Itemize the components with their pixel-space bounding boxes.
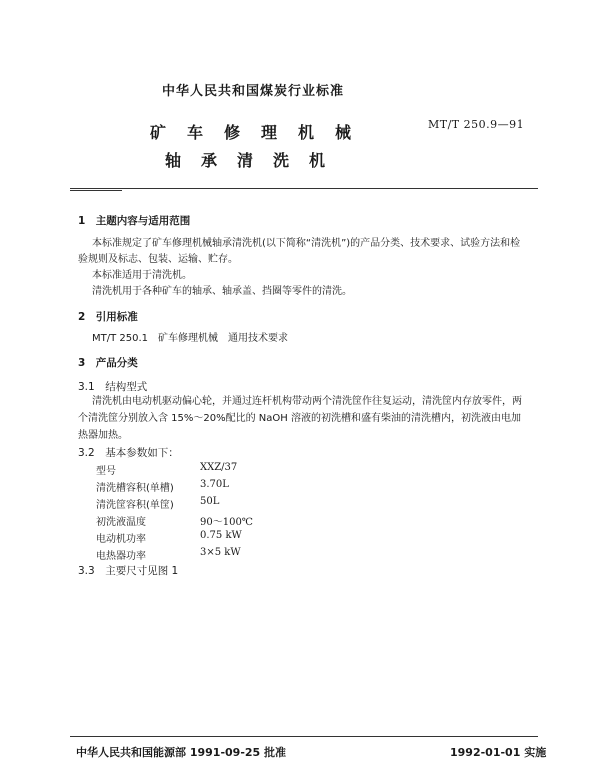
header-divider: [70, 188, 538, 189]
section-2-heading: 2 引用标准: [78, 311, 138, 323]
document-title-line1: 矿车修理机械: [150, 123, 373, 142]
section-3-3-heading: 3.3 主要尺寸见图 1: [78, 565, 179, 577]
section-3-heading: 3 产品分类: [78, 357, 138, 369]
section-1-paragraph-1-line-2: 验规则及标志、包装、运输、贮存。: [78, 254, 238, 265]
document-title-line2: 轴承清洗机: [165, 151, 346, 170]
section-1-paragraph-1-line-1: 本标准规定了矿车修理机械轴承清洗机(以下简称“清洗机”)的产品分类、技术要求、试验方法和检: [92, 238, 521, 249]
footer-divider: [70, 736, 538, 737]
param-value: 3.70L: [200, 479, 229, 490]
standard-title: 中华人民共和国煤炭行业标准: [162, 84, 345, 99]
effective-date: 1992-01-01 实施: [450, 746, 547, 759]
param-value: XXZ/37: [200, 462, 238, 473]
param-value: 3×5 kW: [200, 547, 241, 558]
section-1-heading: 1 主题内容与适用范围: [78, 215, 191, 227]
section-3-1-line-3: 热器加热。: [78, 430, 128, 441]
section-3-1-heading: 3.1 结构型式: [78, 381, 148, 393]
param-value: 0.75 kW: [200, 530, 242, 541]
param-value: 90～100℃: [200, 517, 253, 528]
param-label: 型号: [96, 466, 116, 477]
param-label: 初洗液温度: [96, 517, 146, 528]
param-label: 电动机功率: [96, 534, 146, 545]
section-3-1-line-2: 个清洗筐分别放入含 15%～20%配比的 NaOH 溶液的初洗槽和盛有柴油的清洗槽内，初洗液由电加: [78, 413, 521, 424]
section-1-paragraph-2: 本标准适用于清洗机。: [92, 270, 192, 281]
standard-code: MT/T 250.9—91: [428, 118, 525, 131]
section-3-2-heading: 3.2 基本参数如下：: [78, 447, 179, 459]
header-divider-accent: [70, 190, 122, 191]
param-value: 50L: [200, 496, 220, 507]
section-2-reference: MT/T 250.1 矿车修理机械 通用技术要求: [92, 333, 289, 344]
issuing-authority: 中华人民共和国能源部 1991-09-25 批准: [76, 746, 287, 759]
param-label: 清洗筐容积(单筐): [96, 500, 174, 511]
section-3-1-line-1: 清洗机由电动机驱动偏心轮，并通过连杆机构带动两个清洗筐作往复运动，清洗筐内存放零件，两: [92, 396, 522, 407]
param-label: 电热器功率: [96, 551, 146, 562]
param-label: 清洗槽容积(单槽): [96, 483, 174, 494]
section-1-paragraph-3: 清洗机用于各种矿车的轴承、轴承盖、挡圈等零件的清洗。: [92, 286, 352, 297]
